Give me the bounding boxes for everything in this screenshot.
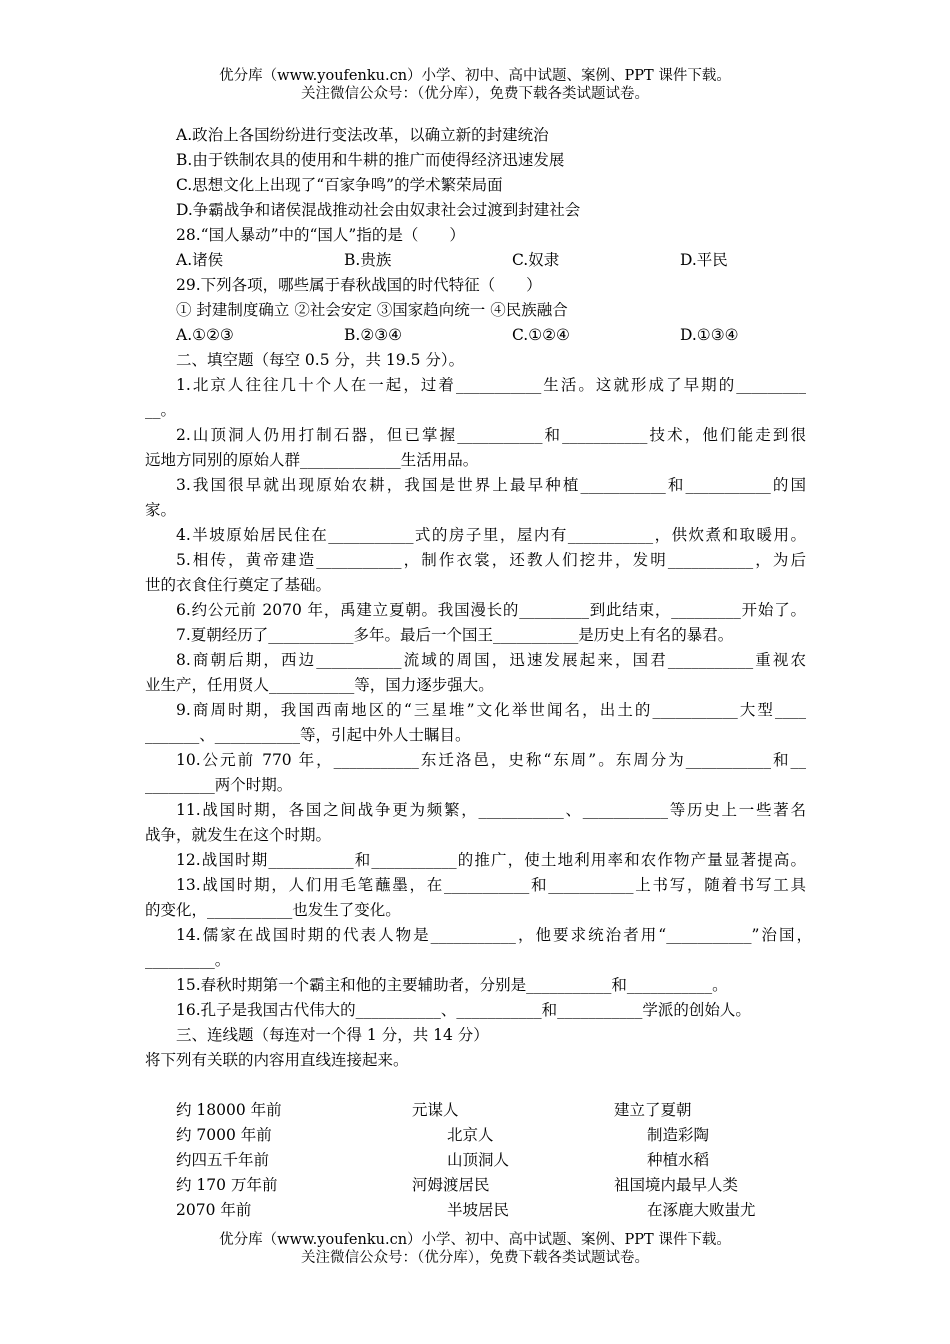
- q29-option-c: C.①②④: [512, 326, 570, 344]
- q29-option-a: A.①②③: [176, 326, 234, 344]
- fill-line: _________。: [145, 951, 231, 969]
- match-col2-item: 元谋人: [412, 1101, 459, 1119]
- q29-option-d: D.①③④: [680, 326, 739, 344]
- fill-line: 16.孔子是我国古代伟大的___________、___________和___________学派的创始人。: [176, 1001, 751, 1019]
- fill-line: _________两个时期。: [145, 776, 293, 794]
- fill-line: 9.商周时期，我国西南地区的“三星堆”文化举世闻名，出土的___________大型____: [176, 701, 806, 719]
- match-col3-item: 在涿鹿大败蚩尤: [647, 1201, 756, 1219]
- q27-option-b: B.由于铁制农具的使用和牛耕的推广而使得经济迅速发展: [176, 151, 565, 169]
- match-col1-item: 约 18000 年前: [176, 1101, 282, 1119]
- q28-stem: 28.“国人暴动”中的“国人”指的是（ ）: [176, 226, 465, 244]
- q27-option-d: D.争霸战争和诸侯混战推动社会由奴隶社会过渡到封建社会: [176, 201, 581, 219]
- q28-option-d: D.平民: [680, 251, 728, 269]
- q29-option-b: B.②③④: [344, 326, 403, 344]
- fill-line: 14.儒家在战国时期的代表人物是___________，他要求统治者用“___________”治国，: [176, 926, 812, 944]
- fill-line: 4.半坡原始居民住在___________式的房子里，屋内有___________，供炊煮和取暖用。: [176, 526, 806, 544]
- q28-option-a: A.诸侯: [176, 251, 224, 269]
- fill-line: 世的衣食住行奠定了基础。: [145, 576, 332, 594]
- match-col1-item: 约四五千年前: [176, 1151, 270, 1169]
- fill-line: 远地方同别的原始人群_____________生活用品。: [145, 451, 479, 469]
- match-col2-item: 北京人: [447, 1126, 494, 1144]
- fill-line: 战争，就发生在这个时期。: [145, 826, 332, 844]
- fill-line: 业生产，任用贤人___________等，国力逐步强大。: [145, 676, 494, 694]
- q29-stem: 29.下列各项，哪些属于春秋战国的时代特征（ ）: [176, 276, 542, 294]
- footer-line-2: 关注微信公众号：（优分库），免费下载各类试题试卷。: [301, 1250, 649, 1266]
- fill-line: 5.相传，黄帝建造___________，制作衣裳，还教人们挖井，发明___________，为后: [176, 551, 806, 569]
- q28-option-c: C.奴隶: [512, 251, 560, 269]
- fill-line: 2.山顶洞人仍用打制石器，但已掌握___________和___________技术，他们能走到很: [176, 426, 806, 444]
- footer-line-1: 优分库（www.youfenku.cn）小学、初中、高中试题、案例、PPT 课件下载。: [219, 1232, 731, 1248]
- match-col2-item: 河姆渡居民: [412, 1176, 490, 1194]
- fill-line: 的变化，___________也发生了变化。: [145, 901, 401, 919]
- match-col2-item: 山顶洞人: [447, 1151, 510, 1169]
- fill-line: 15.春秋时期第一个霸主和他的主要辅助者，分别是___________和___________。: [176, 976, 728, 994]
- match-col3-item: 祖国境内最早人类: [614, 1176, 739, 1194]
- match-col1-item: 约 7000 年前: [176, 1126, 272, 1144]
- fill-line: 6.约公元前 2070 年，禹建立夏朝。我国漫长的_________到此结束，_________开始了。: [176, 601, 806, 619]
- match-col3-item: 建立了夏朝: [614, 1101, 692, 1119]
- match-col2-item: 半坡居民: [447, 1201, 510, 1219]
- fill-line: 12.战国时期___________和___________的推广，使土地利用率和农作物产量显著提高。: [176, 851, 806, 869]
- fill-line: 1.北京人往往几十个人在一起，过着___________生活。这就形成了早期的_________: [176, 376, 806, 394]
- section-3-title: 三、连线题（每连对一个得 1 分，共 14 分）: [176, 1026, 489, 1044]
- match-col1-item: 2070 年前: [176, 1201, 252, 1219]
- header-line-2: 关注微信公众号：（优分库），免费下载各类试题试卷。: [301, 86, 649, 102]
- fill-line: 3.我国很早就出现原始农耕，我国是世界上最早种植___________和___________的国: [176, 476, 806, 494]
- header-line-1: 优分库（www.youfenku.cn）小学、初中、高中试题、案例、PPT 课件下载。: [219, 68, 731, 84]
- fill-line: 8.商朝后期，西边___________流域的周国，迅速发展起来，国君___________重视农: [176, 651, 806, 669]
- fill-line: 13.战国时期，人们用毛笔蘸墨，在___________和___________上书写，随着书写工具: [176, 876, 806, 894]
- q27-option-c: C.思想文化上出现了“百家争鸣”的学术繁荣局面: [176, 176, 503, 194]
- match-col3-item: 种植水稻: [647, 1151, 710, 1169]
- fill-line: _______、___________等，引起中外人士瞩目。: [145, 726, 471, 744]
- q29-items: ① 封建制度确立 ②社会安定 ③国家趋向统一 ④民族融合: [176, 301, 568, 319]
- fill-line: 11.战国时期，各国之间战争更为频繁，___________、___________等历史上一些著名: [176, 801, 806, 819]
- section-2-title: 二、填空题（每空 0.5 分，共 19.5 分）。: [176, 351, 465, 369]
- q27-option-a: A.政治上各国纷纷进行变法改革，以确立新的封建统治: [176, 126, 549, 144]
- section-3-instruction: 将下列有关联的内容用直线连接起来。: [145, 1051, 409, 1069]
- match-col1-item: 约 170 万年前: [176, 1176, 278, 1194]
- match-col3-item: 制造彩陶: [647, 1126, 710, 1144]
- fill-line: __。: [145, 401, 177, 419]
- q28-option-b: B.贵族: [344, 251, 392, 269]
- fill-line: 7.夏朝经历了___________多年。最后一个国王___________是历史上有名的暴君。: [176, 626, 734, 644]
- fill-line: 10.公元前 770 年，___________东迁洛邑，史称“东周”。东周分为___________和__: [176, 751, 806, 769]
- fill-line: 家。: [145, 501, 177, 519]
